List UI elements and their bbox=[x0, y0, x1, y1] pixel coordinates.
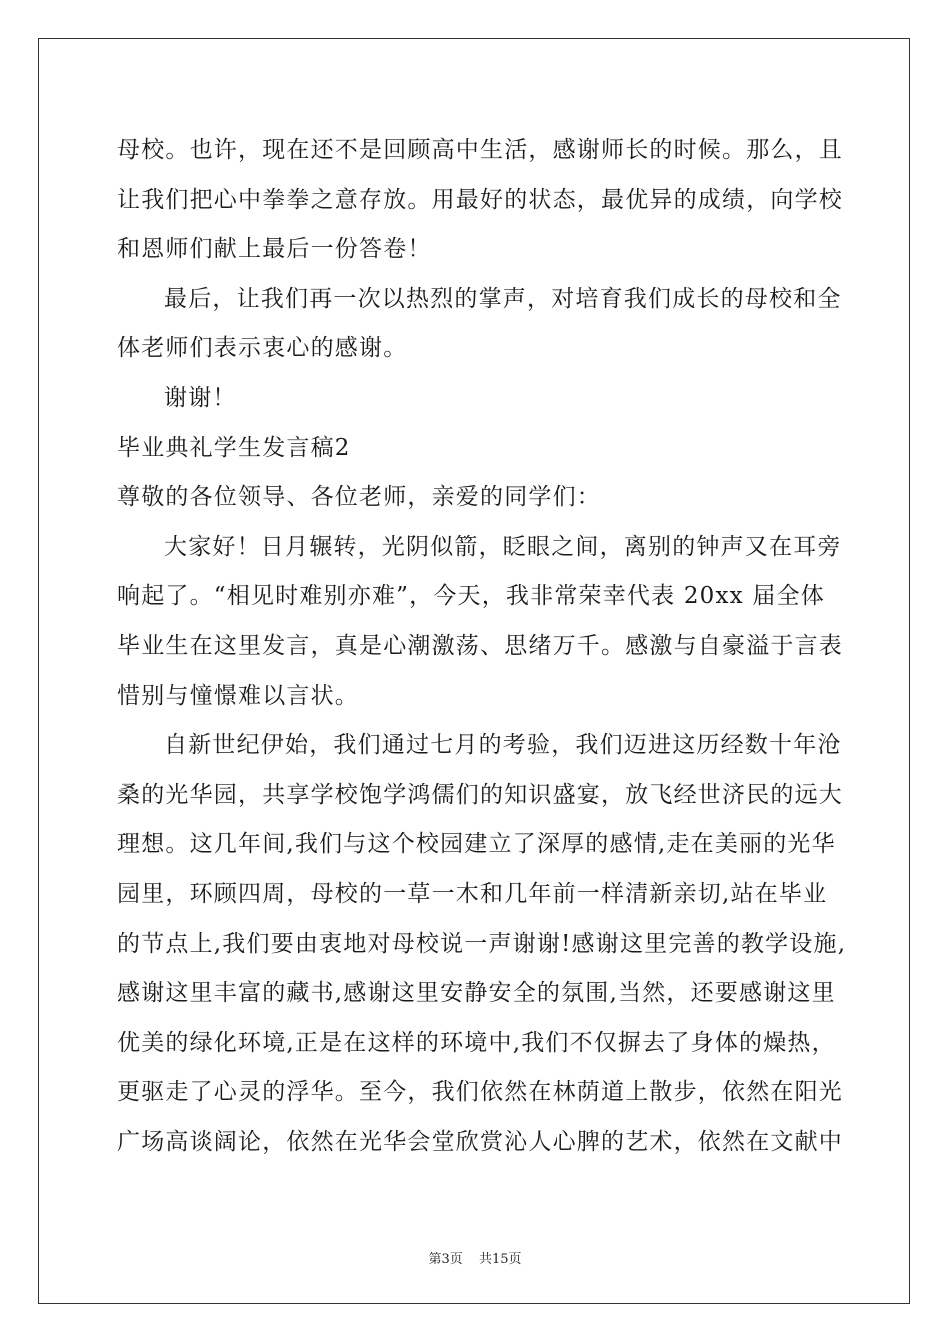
text-line: 毕业生在这里发言，真是心潮激荡、思绪万千。感激与自豪溢于言表 bbox=[117, 632, 843, 659]
text-line: 更驱走了心灵的浮华。至今，我们依然在林荫道上散步，依然在阳光 bbox=[117, 1079, 843, 1106]
text-line: 园里，环顾四周，母校的一草一木和几年前一样清新亲切,站在毕业 bbox=[117, 880, 828, 907]
text-line: 优美的绿化环境,正是在这样的环境中,我们不仅摒去了身体的燥热， bbox=[117, 1029, 836, 1056]
text-line: 理想。这几年间,我们与这个校园建立了深厚的感情,走在美丽的光华 bbox=[117, 831, 836, 858]
text-line: 尊敬的各位领导、各位老师，亲爱的同学们： bbox=[117, 484, 601, 511]
text-line: 体老师们表示衷心的感谢。 bbox=[117, 335, 408, 362]
text-line: 惜别与憧憬难以言状。 bbox=[117, 682, 359, 709]
text-line: 让我们把心中拳拳之意存放。用最好的状态，最优异的成绩，向学校 bbox=[117, 186, 843, 213]
text-line: 响起了。“相见时难别亦难”，今天，我非常荣幸代表 20xx 届全体 bbox=[117, 583, 825, 610]
document-body bbox=[117, 126, 857, 1167]
text-line: 大家好！日月辗转，光阴似箭，眨眼之间，离别的钟声又在耳旁 bbox=[164, 533, 842, 560]
text-line: 自新世纪伊始，我们通过七月的考验，我们迈进这历经数十年沧 bbox=[164, 732, 842, 759]
text-line: 毕业典礼学生发言稿2 bbox=[117, 434, 351, 461]
text-line: 的节点上,我们要由衷地对母校说一声谢谢!感谢这里完善的教学设施, bbox=[117, 930, 847, 957]
page-footer bbox=[0, 1248, 950, 1267]
text-line: 最后，让我们再一次以热烈的掌声，对培育我们成长的母校和全 bbox=[164, 285, 842, 312]
text-line: 感谢这里丰富的藏书,感谢这里安静安全的氛围,当然，还要感谢这里 bbox=[117, 980, 836, 1007]
page-number: 第3页 bbox=[428, 1252, 463, 1267]
text-line: 谢谢！ bbox=[164, 384, 237, 411]
text-line: 广场高谈阔论，依然在光华会堂欣赏沁人心脾的艺术，依然在文献中 bbox=[117, 1128, 843, 1155]
text-line: 母校。也许，现在还不是回顾高中生活，感谢师长的时候。那么，且 bbox=[117, 137, 843, 163]
page-total: 共15页 bbox=[478, 1252, 522, 1267]
text-line: 和恩师们献上最后一份答卷！ bbox=[117, 236, 432, 263]
text-line: 桑的光华园，共享学校饱学鸿儒们的知识盛宴，放飞经世济民的远大 bbox=[117, 781, 843, 808]
